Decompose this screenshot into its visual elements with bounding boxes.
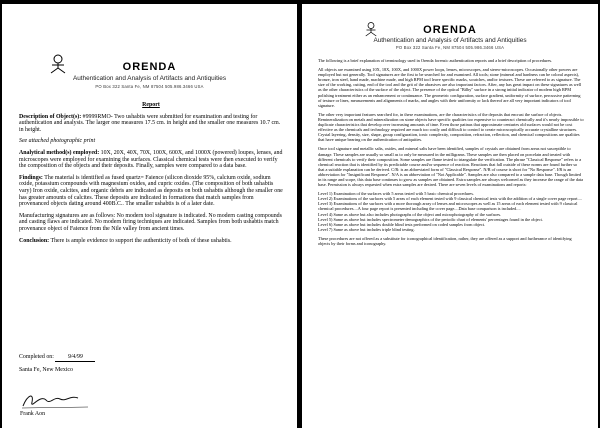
description-text: #9999RMO- Two ushabtis were submitted for examination and testing for authentication and analysis. The larger one measures 17.5 cm. in height and the smaller one measures 10.7 cm. in height. — [19, 113, 281, 133]
conclusion-label: Conclusion: — [19, 237, 50, 244]
findings-text: The material is identified as fused quartz= Faience (silicon dioxide 95%, calcium oxide, sodium oxide, potassium compounds with magnesium oxides, and cupric oxides. (The composition of both ushabtis vary) Iron oxide, calcites, and organic debris are indicated as deposits on both ushabtis although the smaller one has greater amounts of calcites. These deposits are indicated in formations that match samples from provenanced objects dating around 400B.C.. The smaller ushabtis is of a later date. — [19, 174, 283, 208]
completed-date: 9/4/99 — [55, 354, 95, 362]
methods-label: Analytical method(s) employed: — [19, 149, 100, 156]
conclusion-text: There is ample evidence to support the authenticity of both of these ushabtis. — [49, 237, 232, 244]
see-attached-note: See attached photographic print — [19, 138, 96, 145]
manufacturing-text: Manufacturing signatures are as follows: No modern tool signature is indicated. No modern casting compounds and casting flaws are indicated. No modern firing techniques are indicated. Samples from both ushabtis match provenance object of Faience from the Nile valley from ancient times. — [19, 212, 282, 232]
tool-signature-paragraph: All objects are examined using 10X, 18X, 100X, and 1000X power loops, lenses, microscopes, and stereo-microscopes. Occasionally other powers are employed but not generally. Tool signatures are the first to be searched for and examined. All tools; stone (mineral and hardness can be coloral aspects), bronze, iron steel, hand made, machine made, and high RPM tool leave specific marks, scratches, and/or textures. These are referred to as signature. The size of the working, cutting, end of the tool and the grit of the abrasives are also important factors. After, any has great impact on these signatures as well as the other characteristics of the surface of the object. The presence of the optical "Bilby" surface in a strong initial indicator of modern high RPM polishing treatment either as an enhancement or continuance. The geometric configuration, surface gradient, uniformity of surface, percussive patterning of texture or lines, measurements and alignments of marks, and angles with their uniformity or lack thereof are all very important indicators of tool signature. — [318, 67, 582, 108]
org-subtitle: Authentication and Analysis of Artifacts and Antiquities — [72, 75, 227, 82]
level-item: Level 4) Same as above but also includes photographs of the object and microphotography of the surfaces. — [318, 211, 502, 217]
findings-label: Findings: — [19, 174, 43, 181]
level-item: Level 2) Examinations of the surfaces with 5 areas of each element tested with 9 classical chemical tests with the addition of a single cover page report.... — [318, 196, 582, 202]
report-title: Report — [142, 102, 160, 108]
levels-list — [318, 191, 584, 232]
level-item: Level 7) Same as above but includes triple blind testing. — [318, 226, 415, 232]
description-label: Description of Object(s): — [19, 113, 82, 120]
intro-paragraph: The following is a brief explanation of terminology used in Orenda forensic authentication reports and a brief description of procedures. — [318, 58, 553, 63]
org-subtitle: Authentication and Analysis of Artifacts and Antiquities — [373, 37, 527, 44]
terminology-page — [302, 4, 598, 428]
completed-label: Completed on: — [19, 354, 54, 360]
org-address: PO Box 322 Santa Fe, NM 87504 505.986.3466 USA — [95, 84, 204, 89]
level-item: Level 3) Examinations of the surfaces with a more thorough array of lenses and microscopes as well as 15 areas of each element tested with 9 classical chemical procedures....A four page report is presented including the cover page....Data base comparison is included.... — [318, 201, 578, 212]
testing-paragraph: Once tool signature and metallic salts, oxides, and mineral salts have been identified, samples of crystals are obtained from areas not susceptible to damage. These samples are usually so small as to only be measured in the milligrams. These samples are then placed on porcelain and treated with different chemicals to verify their composition. Some samples are flame tested to triangulate the verification. The phrase "Classical Response" refers to a chemical reaction that is identified by its predictable course and/or sequence of reaction. Reactions that fall outside of these norms are found further so that a suitable explanation can be derived. C/R: is an abbreviated form of "Classical Response". N/R of course is short for "No Response". I/R is an abbreviation for "Insignificant Response". N/A is an abbreviation of "Not Applicable". Samples are also compared to a sample data base. Though limited in its range and scope, this data base continues to grow as samples are obtained. Extra samples are always welcomed as they increase the range of the data base. Permission is always requested when extra samples are desired. There are seven levels of examinations and reports: — [318, 146, 583, 188]
org-name: ORENDA — [423, 24, 477, 36]
level-item: Level 1) Examination of the surfaces with 5 areas tested with 5 basic chemical procedures. — [318, 191, 474, 197]
handwritten-signature — [20, 390, 90, 412]
location: Santa Fe, New Mexico — [19, 366, 73, 373]
level-item: Level 5) Same as above but includes spectrometer demographics of the periodic chart of elements' percentages found in the object. — [318, 216, 543, 222]
methods-text: 10X, 20X, 40X, 70X, 100X, 600X, and 1000X (powered) loupes, lenses, and microscopes were employed for examining the surfaces. Classical chemical tests were then executed to verify the composition of the objects and their deposits. Finally, samples were compared to a data base. — [19, 149, 283, 170]
terminology-body — [318, 58, 584, 250]
report-body — [19, 102, 283, 249]
signature-block — [19, 354, 283, 378]
org-address: PO Box 322 Santa Fe, NM 87504 505.986.3466 USA — [395, 45, 505, 50]
level-item: Level 6) Same as above but includes double blind tests preformed on coded samples from object. — [318, 221, 486, 227]
report-page — [2, 4, 297, 428]
org-name: ORENDA — [122, 61, 177, 73]
signer-name: Frank Aon — [20, 411, 46, 417]
deposits-paragraph: The other very important features searched for, in these examinations, are the characteristics of the deposits that encrust the surface of objects. Remineralization on metals and mineralization on stone objects have specific qualities too expensive to counteract chemically and it's nearly impossible to duplicate characteristics that develop over increasing amounts of time. Even those patinas that approximate centuries old surfaces would not be cost effective as the chemicals and technology required are much too costly and difficult to control to create microscopically accurate crystalline structures. Crystal layering, density, size, shape, group configuration, ionic complexity, composition, refraction, reflection, and chemical compositions are qualities that have unique bearing on the authentication of antiquities. — [318, 111, 584, 143]
closing-paragraph: These procedures are not offered as a substitute for iconographical identification, rather, they are offered as a support and furtherance of identifying objects by their forms and iconography. — [318, 235, 572, 246]
